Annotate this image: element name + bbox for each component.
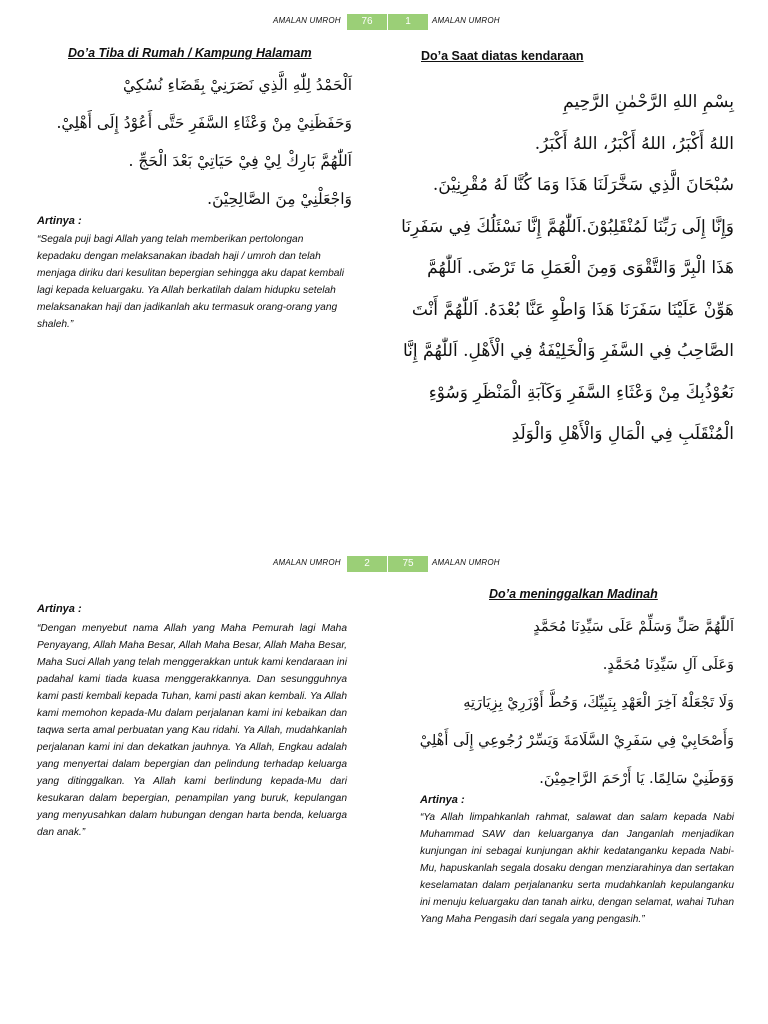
page-number-right: 1 xyxy=(388,14,428,30)
arabic-line: هَذَا الْبِرَّ وَالتَّقْوَى وَمِنَ الْعَمَلِ مَا تَرْضَى. اَللّٰهُمَّ xyxy=(427,258,734,278)
arabic-line: نَعُوْذُبِكَ مِنْ وَعْثَاءِ السَّفَرِ وَكَآبَةِ الْمَنْظَرِ وَسُوْءِ xyxy=(428,382,734,403)
doa-tiba-title: Do’a Tiba di Rumah / Kampung Halamam xyxy=(68,46,312,60)
header-right-text: AMALAN UMROH xyxy=(432,16,500,25)
page-number-left: 76 xyxy=(347,14,387,30)
arabic-line: اَللّٰهُمَّ بَارِكْ لِيْ فِيْ حَيَاتِيْ بَعْدَ الْحَجِّ . xyxy=(128,152,352,170)
arabic-line: وَإِنَّا إِلَى رَبِّنَا لَمُنْقَلِبُوْنَ.اَللّٰهُمَّ إِنَّا نَسْئَلُكَ فِي سَفَرِنَا xyxy=(401,216,734,237)
artinya-label: Artinya : xyxy=(420,794,465,806)
bottom-header xyxy=(0,556,768,572)
arabic-line: وَاجْعَلْنِيْ مِنَ الصَّالِحِيْنَ. xyxy=(207,190,352,208)
artinya-label: Artinya : xyxy=(37,215,82,227)
arabic-line: اَلْحَمْدُ لِلّٰهِ الَّذِي نَصَرَنِيْ بِقَضَاءِ نُسُكِيْ xyxy=(123,76,352,94)
artinya-label: Artinya : xyxy=(37,603,82,615)
doa-madinah-arabic xyxy=(394,608,734,798)
arabic-line: بِسْمِ اللهِ الرَّحْمٰنِ الرَّحِيمِ xyxy=(563,92,734,112)
arabic-line: اَللّٰهُمَّ صَلِّ وَسَلِّمْ عَلَى سَيِّدِنَا مُحَمَّدٍ xyxy=(533,619,734,635)
arabic-line: الصَّاحِبُ فِي السَّفَرِ وَالْخَلِيْفَةُ فِي الْأَهْلِ. اَللّٰهُمَّ إِنَّا xyxy=(402,341,734,361)
doa-tiba-arabic xyxy=(22,66,352,218)
header-left-text: AMALAN UMROH xyxy=(273,558,341,567)
header-left-text: AMALAN UMROH xyxy=(273,16,341,25)
top-header xyxy=(0,14,768,30)
arabic-line: وَلَا تَجْعَلْهُ آخِرَ الْعَهْدِ بِنَبِيِّكَ، وَحُطَّ أَوْزَرِيْ بِزِيَارَتِهِ xyxy=(463,695,734,711)
doa-tiba-translation: “Segala puji bagi Allah yang telah memberikan pertolongan kepadaku dengan melaksanakan ibadah haji / umroh dan telah menjaga diriku dari kesulitan bepergian sehingga aku dapat kembali lagi kepada keluargaku. Ya Allah berkatilah dalam hidupku setelah melaksanakan haji dan jadikanlah aku termasuk orang-orang yang shaleh.” xyxy=(37,234,344,330)
arabic-line: الْمُنْقَلَبِ فِي الْمَالِ وَالْأَهْلِ وَالْوَلَدِ xyxy=(511,424,734,444)
doa-madinah-translation: “Ya Allah limpahkanlah rahmat, salawat dan salam kepada Nabi Muhammad SAW dan keluarganya dan Janganlah menjadikan kunjungan ini sebagai kunjungan akhir kedatanganku kepada Nabi-Mu, hapuskanlah segala dosaku dengan menziarahinya dan sertakan keselamatan dalam perjalananku serta mudahkanlah kepulanganku ini menuju keluargaku dan tanah airku, dengan selamat, wahai Tuhan Yang Maha Pengasih dari segala yang pengasih.” xyxy=(420,812,734,925)
doa-kendaraan-translation: “Dengan menyebut nama Allah yang Maha Pemurah lagi Maha Penyayang, Allah Maha Besar, Allah Maha Besar, Allah Maha Besar, Maha Suci Allah yang telah menggerakkan untuk kami kendaraan ini padahal kami tiada kuasa menggerakkannya. Dan sesungguhnya kami pasti kembali kepada Tuhan, kami pasti akan kembali. Ya Allah kami memohon kepada-Mu dalam perjalanan kami ini kebaikan dan taqwa serta amal perbuatan yang Kau ridahi. Ya Allah, mudahkanlah perjalanan kami ini dan dekatkan jauhnya. Ya Allah, Engkau adalah yang menyertai dalam bepergian dan pelindung terhadap keluarga yang ditinggalkan. Ya Allah kami berlindung kepada-Mu dari kesukaran dalam bepergian, penampilan yang buruk, kepulangan yang menyusahkan dalam hubungan dengan harta benda, keluarga dan anak.” xyxy=(37,623,347,838)
arabic-line: وَأَصْحَابِيْ فِي سَفَرِيْ السَّلَامَةَ وَيَسِّرْ رُجُوعِي إِلَى أَهْلِيْ xyxy=(419,733,734,749)
arabic-line: وَحَفَظَنِيْ مِنْ وَعْثَاءِ السَّفَرِ حَتَّى أَعُوْدُ إِلَى أَهْلِيْ. xyxy=(56,114,352,132)
arabic-line: سُبْحَانَ الَّذِي سَخَّرَلَنَا هَذَا وَمَا كُنَّا لَهُ مُقْرِنِيْنَ. xyxy=(432,175,734,195)
doa-kendaraan-title: Do’a Saat diatas kendaraan xyxy=(421,49,584,63)
page-number-left: 2 xyxy=(347,556,387,572)
arabic-line: اللهُ أَكْبَرُ، اللهُ أَكْبَرُ، اللهُ أَكْبَرُ. xyxy=(534,133,734,154)
arabic-line: وَوَطَنِيْ سَالِمًا. يَا أَرْحَمَ الرَّاحِمِيْنَ. xyxy=(539,771,734,787)
arabic-line: وَعَلَى آلِ سَيِّدِنَا مُحَمَّدٍ. xyxy=(602,657,734,673)
header-right-text: AMALAN UMROH xyxy=(432,558,500,567)
arabic-line: هَوِّنْ عَلَيْنَا سَفَرَنَا هَذَا وَاطْوِ عَنَّا بُعْدَهُ. اَللّٰهُمَّ أَنْتَ xyxy=(411,299,734,320)
doa-kendaraan-arabic xyxy=(394,82,734,456)
page-number-right: 75 xyxy=(388,556,428,572)
doa-madinah-title: Do’a meninggalkan Madinah xyxy=(489,587,658,601)
